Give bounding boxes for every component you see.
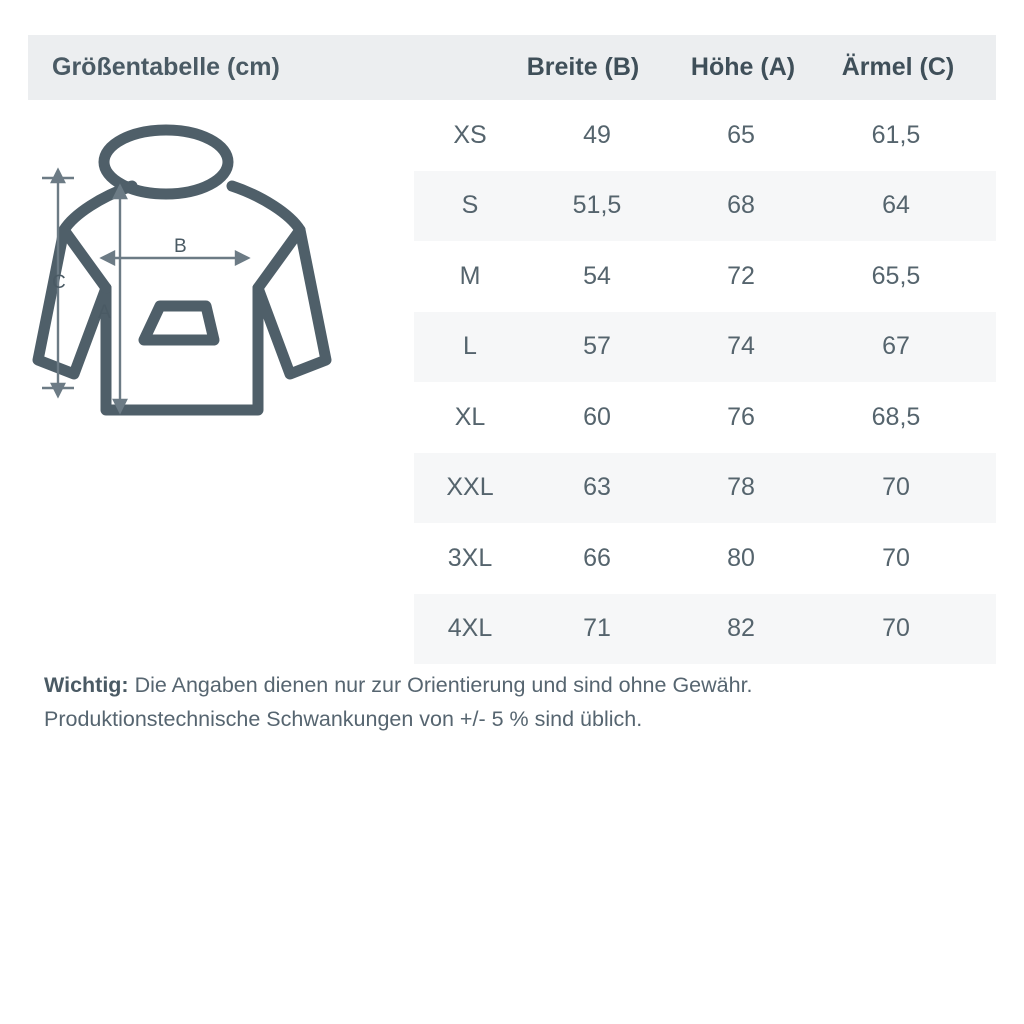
page-title: Größentabelle (cm)	[52, 53, 280, 81]
cell-size: L	[463, 332, 477, 361]
c-arrow-top	[52, 170, 64, 182]
table-header-row	[28, 35, 996, 100]
cell-aermel: 68,5	[871, 402, 921, 431]
cell-aermel: 65,5	[871, 261, 921, 290]
body-outline	[38, 186, 326, 410]
table-row	[414, 382, 996, 453]
cell-size: XS	[453, 120, 487, 149]
c-arrow-bottom	[52, 384, 64, 396]
disclaimer-prefix	[44, 673, 129, 697]
table-row	[414, 594, 996, 665]
hoodie-diagram-svg	[28, 110, 414, 460]
cell-aermel: 70	[882, 614, 910, 643]
label-c: C	[52, 272, 66, 293]
table-row	[414, 171, 996, 242]
table-row	[414, 312, 996, 383]
cell-size: XXL	[446, 473, 494, 502]
b-arrow-right	[236, 252, 248, 264]
disclaimer-line-1: Die Angaben dienen nur zur Orientierung und sind ohne Gewähr.	[128, 673, 753, 697]
cell-hoehe: 65	[727, 120, 755, 149]
column-header-hoehe: Höhe (A)	[690, 53, 796, 81]
cell-size: 3XL	[447, 543, 493, 572]
cell-aermel: 64	[882, 191, 910, 220]
cell-size: M	[459, 261, 481, 290]
cell-breite: 60	[583, 402, 611, 431]
cell-size: 4XL	[447, 614, 493, 643]
right-shoulder-line	[258, 230, 300, 288]
cell-hoehe: 68	[727, 191, 755, 220]
cell-breite: 49	[583, 120, 611, 149]
table-row	[414, 453, 996, 524]
cell-hoehe: 74	[727, 332, 755, 361]
disclaimer-note	[44, 668, 984, 736]
table-row	[414, 241, 996, 312]
b-arrow-left	[102, 252, 114, 264]
cell-hoehe: 72	[727, 261, 755, 290]
cell-breite: 66	[583, 543, 611, 572]
header-column-group	[498, 35, 996, 100]
pocket-outline	[144, 306, 214, 340]
cell-hoehe: 78	[727, 473, 755, 502]
size-table	[414, 100, 996, 664]
table-row	[414, 100, 996, 171]
cell-aermel: 61,5	[871, 120, 921, 149]
column-header-breite: Breite (B)	[526, 53, 640, 81]
label-a: A	[98, 302, 111, 323]
left-shoulder-line	[64, 230, 106, 288]
cell-hoehe: 80	[727, 543, 755, 572]
cell-aermel: 70	[882, 543, 910, 572]
cell-size: S	[461, 191, 479, 220]
cell-hoehe: 76	[727, 402, 755, 431]
column-header-aermel: Ärmel (C)	[841, 53, 955, 81]
disclaimer-prefix-text: Wichtig:	[44, 673, 129, 697]
disclaimer-line-2: Produktionstechnische Schwankungen von +/- 5 % sind üblich.	[44, 707, 643, 731]
cell-aermel: 67	[882, 332, 910, 361]
cell-breite: 57	[583, 332, 611, 361]
cell-breite: 54	[583, 261, 611, 290]
cell-breite: 63	[583, 473, 611, 502]
table-row	[414, 523, 996, 594]
cell-breite: 71	[583, 614, 611, 643]
label-b: B	[174, 236, 187, 257]
hoodie-illustration	[28, 110, 414, 460]
cell-aermel: 70	[882, 473, 910, 502]
cell-breite: 51,5	[572, 191, 622, 220]
cell-hoehe: 82	[727, 614, 755, 643]
cell-size: XL	[454, 402, 486, 431]
